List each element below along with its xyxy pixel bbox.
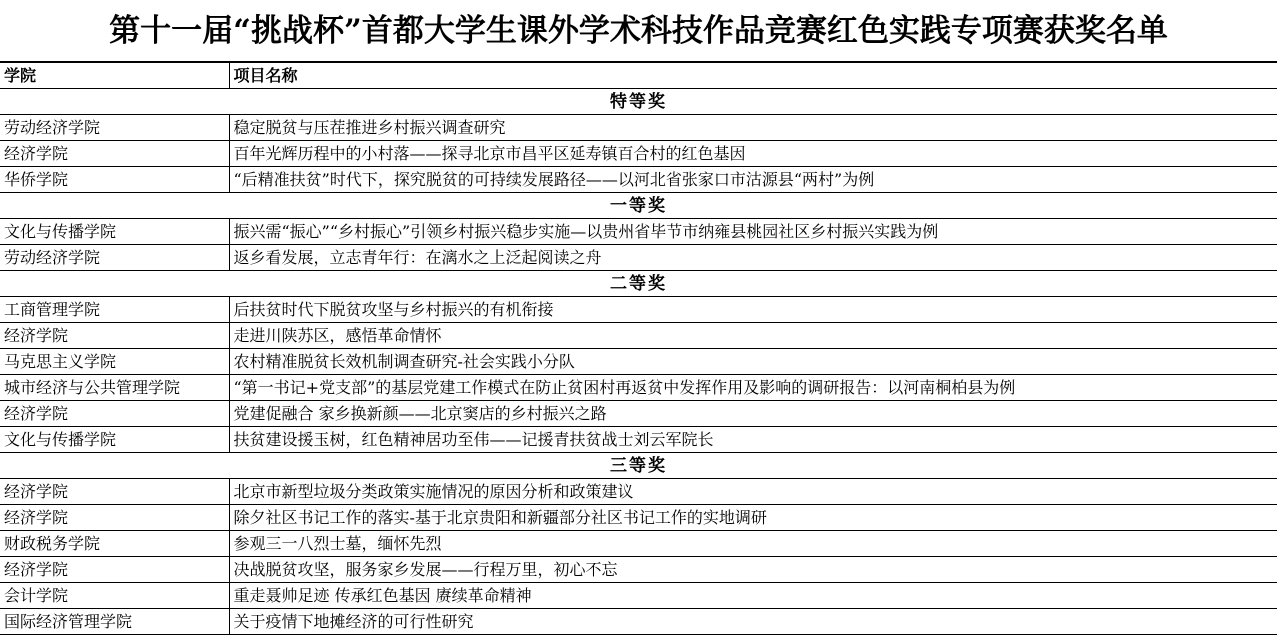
table-row xyxy=(0,401,1277,427)
table-row xyxy=(0,245,1277,271)
section-title: 三等奖 xyxy=(0,453,1277,479)
section-title: 特等奖 xyxy=(0,89,1277,115)
project-cell: 走进川陕苏区，感悟革命情怀 xyxy=(229,323,1277,349)
table-row xyxy=(0,323,1277,349)
project-cell: “后精准扶贫”时代下，探究脱贫的可持续发展路径——以河北省张家口市沽源县“两村”为例 xyxy=(229,167,1277,193)
project-cell: 北京市新型垃圾分类政策实施情况的原因分析和政策建议 xyxy=(229,479,1277,505)
project-cell: 关于疫情下地摊经济的可行性研究 xyxy=(229,609,1277,635)
section-title: 一等奖 xyxy=(0,193,1277,219)
section-title: 二等奖 xyxy=(0,271,1277,297)
table-row xyxy=(0,375,1277,401)
college-cell: 经济学院 xyxy=(0,557,229,583)
table-row xyxy=(0,609,1277,635)
project-cell: 重走聂帅足迹 传承红色基因 赓续革命精神 xyxy=(229,583,1277,609)
college-cell: 经济学院 xyxy=(0,401,229,427)
header-college: 学院 xyxy=(0,63,229,89)
table-row xyxy=(0,479,1277,505)
project-cell: “第一书记+党支部”的基层党建工作模式在防止贫困村再返贫中发挥作用及影响的调研报告：以河南桐柏县为例 xyxy=(229,375,1277,401)
college-cell: 城市经济与公共管理学院 xyxy=(0,375,229,401)
college-cell: 文化与传播学院 xyxy=(0,427,229,453)
table-row xyxy=(0,531,1277,557)
table-row xyxy=(0,167,1277,193)
college-cell: 国际经济管理学院 xyxy=(0,609,229,635)
project-cell: 党建促融合 家乡换新颜——北京窦店的乡村振兴之路 xyxy=(229,401,1277,427)
college-cell: 经济学院 xyxy=(0,479,229,505)
table-row xyxy=(0,505,1277,531)
table-row xyxy=(0,427,1277,453)
section-row xyxy=(0,193,1277,219)
college-cell: 经济学院 xyxy=(0,141,229,167)
table-row xyxy=(0,349,1277,375)
project-cell: 参观三一八烈士墓，缅怀先烈 xyxy=(229,531,1277,557)
page-title: 第十一届“挑战杯”首都大学生课外学术科技作品竞赛红色实践专项赛获奖名单 xyxy=(0,0,1277,62)
project-cell: 决战脱贫攻坚，服务家乡发展——行程万里，初心不忘 xyxy=(229,557,1277,583)
college-cell: 劳动经济学院 xyxy=(0,245,229,271)
project-cell: 除夕社区书记工作的落实-基于北京贵阳和新疆部分社区书记工作的实地调研 xyxy=(229,505,1277,531)
college-cell: 经济学院 xyxy=(0,505,229,531)
college-cell: 会计学院 xyxy=(0,583,229,609)
project-cell: 后扶贫时代下脱贫攻坚与乡村振兴的有机衔接 xyxy=(229,297,1277,323)
project-cell: 农村精准脱贫长效机制调查研究-社会实践小分队 xyxy=(229,349,1277,375)
header-project: 项目名称 xyxy=(229,63,1277,89)
college-cell: 劳动经济学院 xyxy=(0,115,229,141)
section-row xyxy=(0,89,1277,115)
project-cell: 振兴需“振心”“乡村振心”引领乡村振兴稳步实施—以贵州省毕节市纳雍县桃园社区乡村振兴实践为例 xyxy=(229,219,1277,245)
table-row xyxy=(0,115,1277,141)
table-header-row xyxy=(0,63,1277,89)
college-cell: 经济学院 xyxy=(0,323,229,349)
table-row xyxy=(0,297,1277,323)
award-table-body xyxy=(0,63,1277,635)
table-row xyxy=(0,141,1277,167)
college-cell: 财政税务学院 xyxy=(0,531,229,557)
project-cell: 稳定脱贫与压茬推进乡村振兴调查研究 xyxy=(229,115,1277,141)
section-row xyxy=(0,271,1277,297)
table-row xyxy=(0,219,1277,245)
project-cell: 扶贫建设援玉树，红色精神居功至伟——记援青扶贫战士刘云军院长 xyxy=(229,427,1277,453)
section-row xyxy=(0,453,1277,479)
college-cell: 马克思主义学院 xyxy=(0,349,229,375)
college-cell: 工商管理学院 xyxy=(0,297,229,323)
college-cell: 华侨学院 xyxy=(0,167,229,193)
project-cell: 返乡看发展，立志青年行：在漓水之上泛起阅读之舟 xyxy=(229,245,1277,271)
award-table xyxy=(0,62,1277,635)
project-cell: 百年光辉历程中的小村落——探寻北京市昌平区延寿镇百合村的红色基因 xyxy=(229,141,1277,167)
college-cell: 文化与传播学院 xyxy=(0,219,229,245)
table-row xyxy=(0,583,1277,609)
table-row xyxy=(0,557,1277,583)
